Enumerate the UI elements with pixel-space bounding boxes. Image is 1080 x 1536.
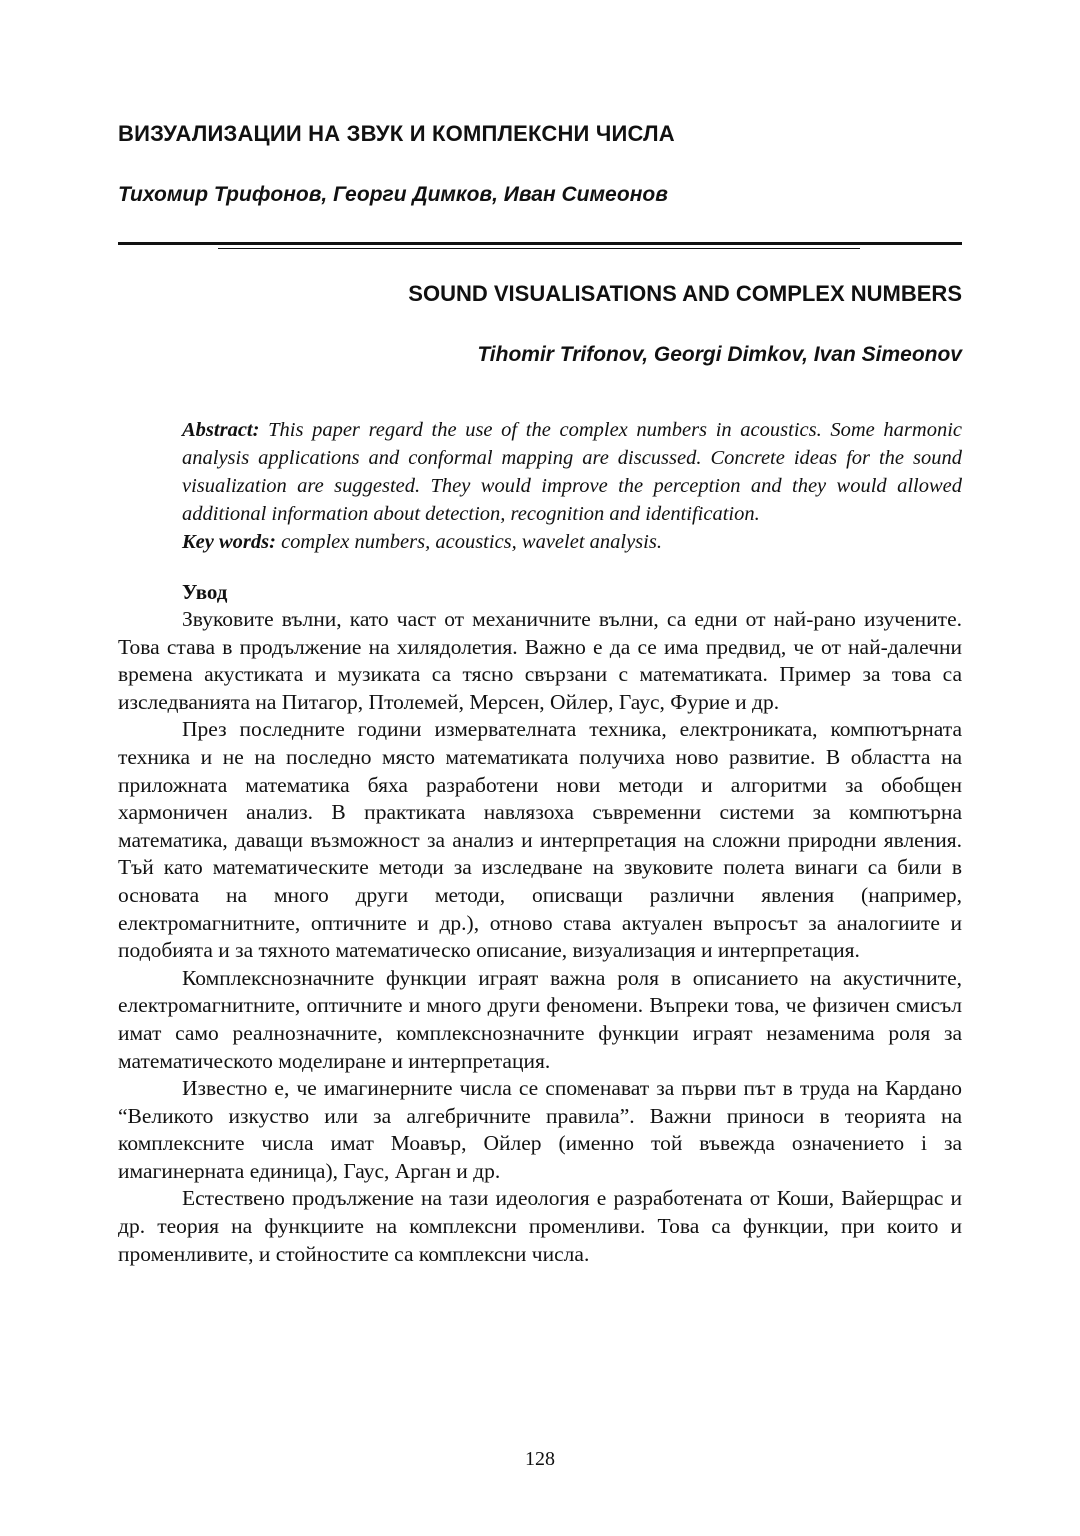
- divider-thick-line: [118, 242, 962, 245]
- section-body: [118, 606, 962, 1268]
- authors-bulgarian: Тихомир Трифонов, Георги Димков, Иван Симеонов: [118, 183, 668, 206]
- divider-thin-line: [218, 248, 860, 249]
- paragraph: През последните години измервателната техника, електрониката, компютърната техника и не на последно място математиката получиха ново развитие. В областта на приложната математика бяха разработени нови методи и алгоритми за обобщен хармоничен анализ. В практиката навлязоха съвременни системи за компютърна математика, даващи възможност за анализ и интерпретация на сложни природни явления. Тъй като математическите методи за изследване на звуковите полета винаги са били в основата на много други методи, описващи различни явления (например, електромагнитните, оптичните и др.), отново става актуален въпросът за аналогиите и подобията и за тяхното математическо описание, визуализация и интерпретация.: [118, 717, 962, 963]
- page-number: 128: [525, 1448, 555, 1470]
- keywords-label: Key words:: [182, 531, 276, 553]
- keywords-text: complex numbers, acoustics, wavelet analysis.: [275, 531, 662, 553]
- title-english: SOUND VISUALISATIONS AND COMPLEX NUMBERS: [408, 281, 962, 306]
- abstract-text: This paper regard the use of the complex numbers in acoustics. Some harmonic analysis applications and conformal mapping are discussed. Concrete ideas for the sound visualization are suggested. They would improve the perception and they would allowed additional information about detection, recognition and identification.: [182, 419, 962, 525]
- header-divider: [118, 242, 962, 254]
- title-bulgarian: ВИЗУАЛИЗАЦИИ НА ЗВУК И КОМПЛЕКСНИ ЧИСЛА: [118, 121, 675, 146]
- paragraph: Известно е, че имагинерните числа се споменават за първи път в труда на Кардано “Великото изкуство или за алгебричните правила”. Важни приноси в теорията на комплексните числа имат Моавър, Ойлер (именно той въвежда означението i за имагинерната единица), Гаус, Арган и др.: [118, 1076, 962, 1183]
- paragraph: Естествено продължение на тази идеология е разработената от Коши, Вайерщрас и др. теория на функциите на комплексни променливи. Това са функции, при които и променливите, и стойностите са комплексни числа.: [118, 1186, 962, 1266]
- section-heading: Увод: [182, 580, 228, 604]
- paragraph: Звуковите вълни, като част от механичните вълни, са едни от най-рано изучените. Това става в продължение на хилядолетия. Важно е да се има предвид, че от най-далечни времена акустиката и музиката са тясно свързани с математиката. Пример за това са изследванията на Питагор, Птолемей, Мерсен, Ойлер, Гаус, Фурие и др.: [118, 607, 962, 714]
- keywords: [182, 528, 962, 556]
- abstract-label: Abstract:: [182, 419, 260, 441]
- paragraph: Комплекснозначните функции играят важна роля в описанието на акустичните, електромагнитните, оптичните и много други феномени. Въпреки това, че физичен смисъл имат само реалнозначните, комплекснозначните функции играят незаменима роля за математическото моделиране и интерпретация.: [118, 965, 962, 1073]
- abstract: [182, 416, 962, 528]
- authors-english: Tihomir Trifonov, Georgi Dimkov, Ivan Simeonov: [477, 343, 962, 366]
